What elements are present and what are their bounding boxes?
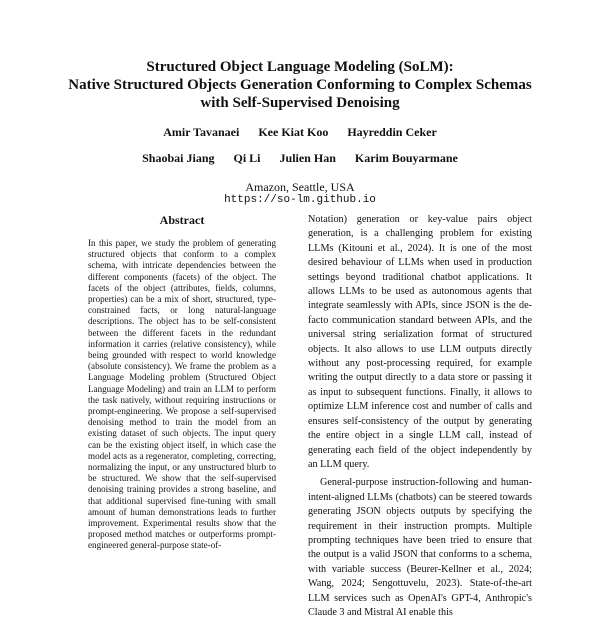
title-line: Native Structured Objects Generation Conforming to Complex Schemas [68,77,532,93]
body-paragraph: General-purpose instruction-following and human-intent-aligned LLMs (chatbots) can be steered towards generating JSON objects outputs by specifying the requirement in their instruction prompts. Multiple prompting techniques have been tried to ensure that the output is a valid JSON that conforms to a schema, with variable success (Beurer-Kellner et al., 2024; Wang, 2024; Sengottuvelu, 2023). State-of-the-art LLM services such as OpenAI's GPT-4, Anthropic's Claude 3 and Mistral AI enable this [308,477,532,618]
body-column [308,213,532,624]
author-name: Kee Kiat Koo [258,125,329,139]
author-name: Amir Tavanaei [163,125,240,139]
body-paragraph: Notation) generation or key-value pairs object generation, is a challenging problem for existing LLMs (Kitouni et al., 2024). It is one of the most desired behaviour of LLMs when used in production settings beyond traditional chatbot applications. It allows LLMs to be used as autonomous agents that integrate seamlessly with APIs, since JSON is the de-facto communication standard between APIs, and the universal string serialization format of structured objects. It also allows to use LLM outputs directly without any post-processing required, for example writing the output directly to a data store or passing it as input to subsequent functions. Finally, it allows to optimize LLM inference cost and number of calls and ensures self-consistency of the output by generating the entire object in a single LLM call, instead of generating each field of the object independently by an LLM query. [308,214,532,470]
author-name: Qi Li [233,151,261,165]
affiliation: Amazon, Seattle, USA [245,180,355,194]
title-line: Structured Object Language Modeling (SoLM): [146,59,454,75]
abstract-heading: Abstract [159,213,205,227]
title-line: with Self-Supervised Denoising [200,95,400,111]
author-name: Shaobai Jiang [142,151,215,165]
author-name: Julien Han [279,151,336,165]
project-url[interactable]: https://so-lm.github.io [224,194,376,206]
author-list [40,125,560,140]
author-list [40,151,560,166]
author-name: Karim Bouyarmane [354,151,458,165]
abstract-text: In this paper, we study the problem of generating structured objects that conform to a complex schema, with intricate dependencies between the different components (facets) of the object. The facets of the object (attributes, fields, columns, properties) can be a mix of short, structured, type-constrained facts, or long natural-language descriptions. The object has to be self-consistent between the different facets in the redundant information it carries (relative consistency), while being grounded with respect to world knowledge (absolute consistency). We frame the problem as a Language Modeling problem (Structured Object Language Modeling) and train an LLM to perform the task natively, without requiring instructions or prompt-engineering. We propose a self-supervised denoising method to train the model from an existing dataset of such objects. The input query can be the existing object itself, in which case the model acts as a regenerator, completing, correcting, normalizing the input, or any unstructured blurb to be structured. We show that the self-supervised denoising training provides a strong baseline, and that additional supervised fine-tuning with small amount of human demonstrations leads to further improvement. Experimental results show that the proposed method matches or outperforms prompt-engineered general-purpose state-of- [88,238,276,551]
author-name: Hayreddin Ceker [347,125,437,139]
paper-title [40,58,560,112]
